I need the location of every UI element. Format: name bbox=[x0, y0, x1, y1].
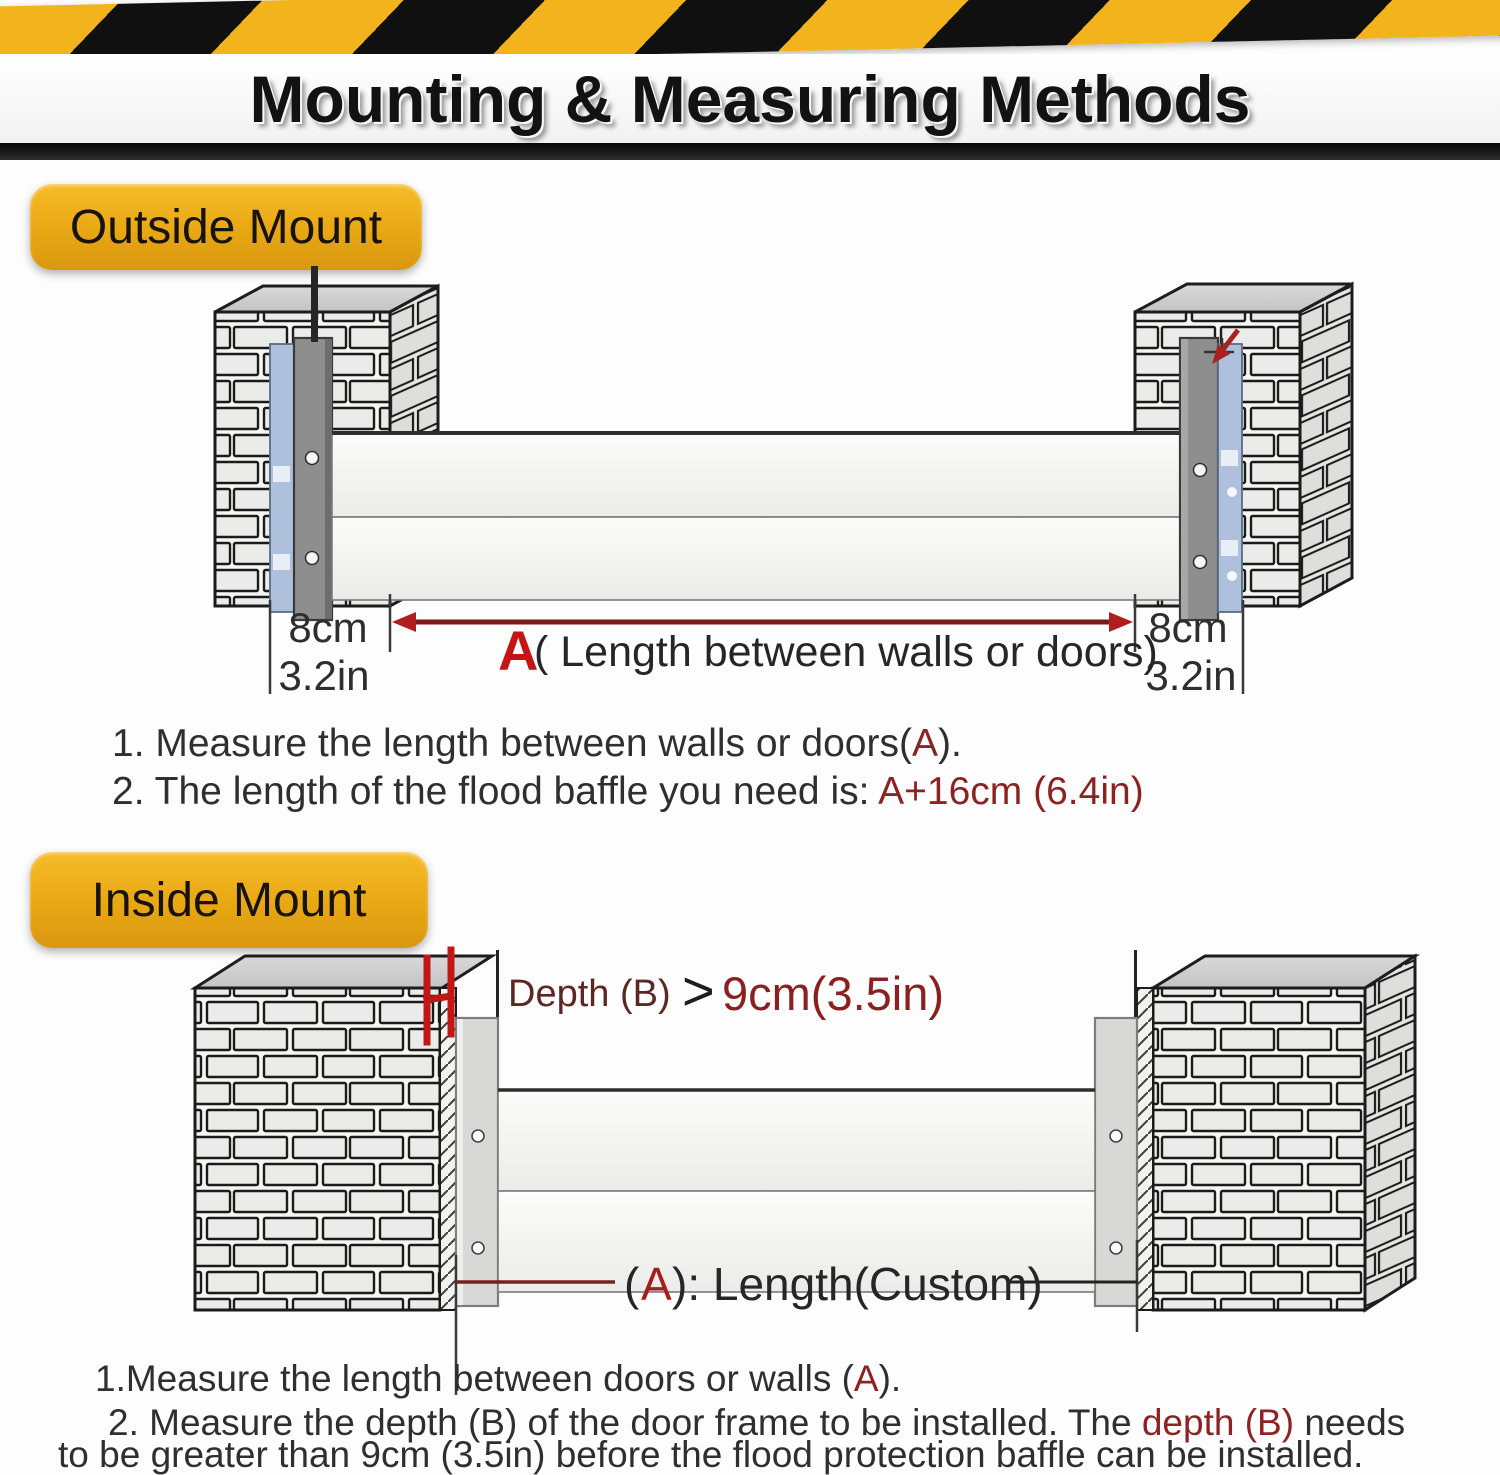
pillar-front-face bbox=[195, 988, 440, 1310]
page-title: Mounting & Measuring Methods bbox=[249, 61, 1251, 136]
inside-left-pillar bbox=[195, 956, 492, 1310]
baffle-board bbox=[332, 517, 1180, 600]
step-text: ). bbox=[878, 1358, 902, 1399]
step-accent: A bbox=[853, 1358, 879, 1399]
step-text: 2. The length of the flood baffle you need is: bbox=[112, 770, 879, 813]
inside-left-bracket bbox=[456, 1018, 498, 1306]
length-custom-a: A bbox=[641, 1258, 672, 1310]
step-accent: depth (B) bbox=[1141, 1402, 1295, 1443]
dimension-label-left-in: 3.2in bbox=[278, 652, 370, 699]
screw-hole bbox=[1194, 464, 1207, 477]
inside-right-bracket bbox=[1095, 1018, 1137, 1306]
length-custom-open: ( bbox=[624, 1258, 640, 1310]
depth-reference-line bbox=[496, 950, 499, 1018]
step-text: 1.Measure the length between doors or walls ( bbox=[95, 1358, 854, 1399]
step-text: ). bbox=[937, 722, 962, 765]
screw-hole bbox=[472, 1242, 484, 1254]
gasket-tab bbox=[1221, 450, 1238, 466]
outside-step-2 bbox=[112, 770, 1144, 814]
outside-right-bracket bbox=[1180, 330, 1242, 620]
pillar-front-face bbox=[1153, 988, 1365, 1310]
step-text: to be greater than 9cm (3.5in) before the flood protection baffle can be installed. bbox=[58, 1434, 1364, 1475]
channel-highlight bbox=[457, 1019, 463, 1305]
screw-hole bbox=[306, 452, 319, 465]
inside-step-2-line-2 bbox=[58, 1434, 1363, 1475]
step-text: 2. Measure the depth (B) of the door frame to be installed. The bbox=[108, 1402, 1142, 1443]
inside-right-pillar bbox=[1137, 956, 1415, 1310]
length-a-symbol: A bbox=[498, 619, 539, 682]
length-custom-rest: ): Length(Custom) bbox=[672, 1258, 1043, 1310]
outside-step-1 bbox=[112, 722, 962, 766]
baffle-board bbox=[498, 1090, 1095, 1191]
screw-hole bbox=[472, 1130, 484, 1142]
depth-reference-line bbox=[1134, 950, 1137, 1018]
depth-label: Depth (B) bbox=[508, 973, 671, 1015]
inside-step-1 bbox=[95, 1358, 901, 1400]
screw-hole bbox=[1194, 556, 1207, 569]
screw-hole bbox=[1110, 1242, 1122, 1254]
depth-value: 9cm(3.5in) bbox=[722, 967, 945, 1020]
depth-gt-symbol: > bbox=[682, 959, 715, 1022]
channel-shade bbox=[1181, 339, 1188, 619]
outside-mount-badge-label: Outside Mount bbox=[69, 200, 383, 254]
step-accent: A bbox=[911, 722, 938, 765]
pillar-reveal bbox=[1137, 988, 1153, 1310]
dimension-label-right-cm: 8cm bbox=[1148, 604, 1228, 651]
step-accent: A+16cm (6.4in) bbox=[878, 770, 1144, 813]
channel-shade bbox=[325, 339, 332, 619]
step-text: 1. Measure the length between walls or doors( bbox=[112, 722, 912, 765]
gasket-dot bbox=[1227, 571, 1237, 581]
gasket-tab bbox=[273, 554, 290, 570]
step-text: needs bbox=[1294, 1402, 1406, 1443]
anchor-pin bbox=[311, 266, 318, 342]
gasket-dot bbox=[1227, 487, 1237, 497]
pillar-top-face bbox=[195, 956, 492, 988]
gasket-tab bbox=[1221, 540, 1238, 556]
inside-mount-diagram bbox=[195, 950, 1415, 1395]
inside-mount-badge-label: Inside Mount bbox=[91, 873, 367, 927]
dimension-label-right-in: 3.2in bbox=[1145, 652, 1237, 699]
baffle-board bbox=[332, 433, 1180, 517]
pillar-side-face bbox=[1365, 956, 1415, 1310]
screw-hole bbox=[306, 552, 319, 565]
screw-hole bbox=[1110, 1130, 1122, 1142]
pillar-side-face bbox=[1300, 284, 1352, 606]
dimension-label-left-cm: 8cm bbox=[288, 604, 368, 651]
gasket-tab bbox=[273, 466, 290, 482]
flood-baffle bbox=[332, 433, 1180, 600]
outside-mount-diagram bbox=[215, 266, 1352, 699]
length-a-caption: ( Length between walls or doors) bbox=[534, 628, 1158, 676]
mounting-channel bbox=[1095, 1018, 1137, 1306]
